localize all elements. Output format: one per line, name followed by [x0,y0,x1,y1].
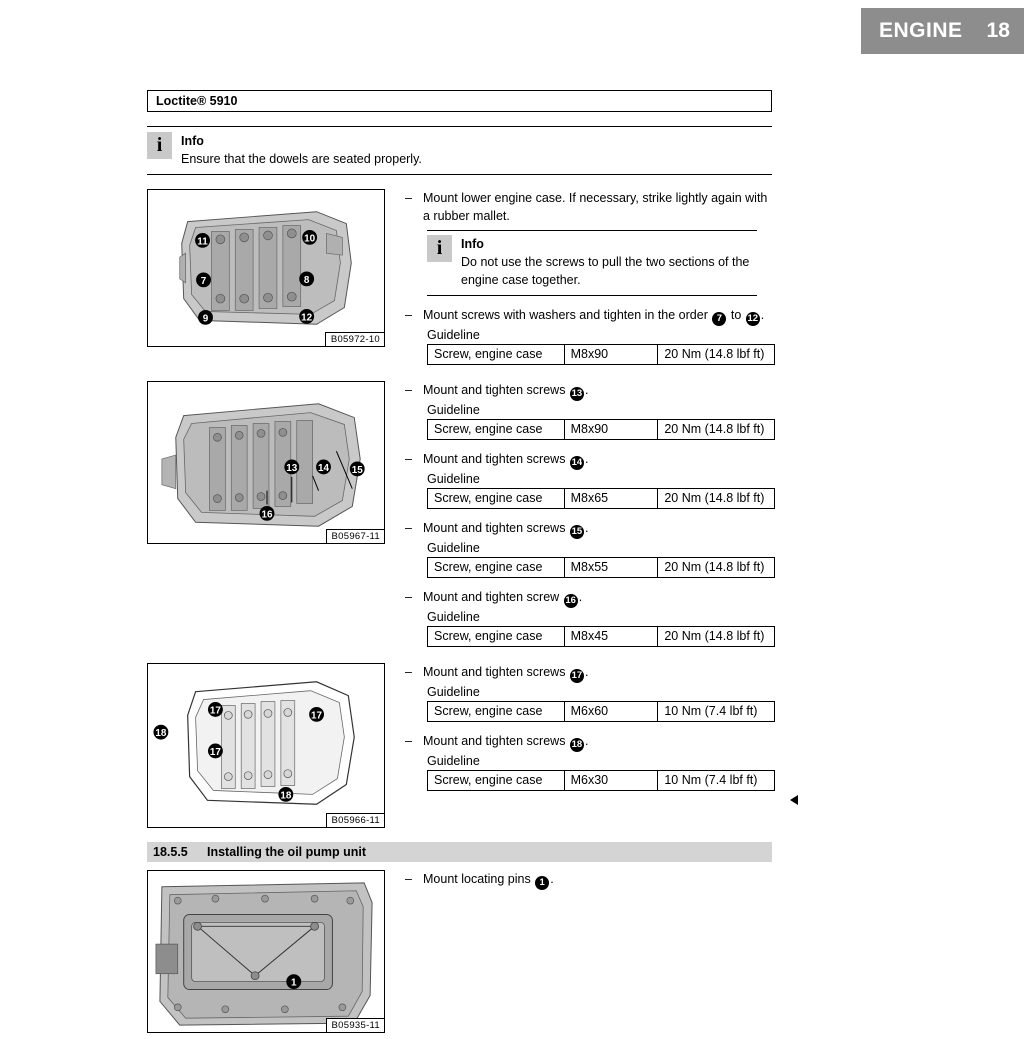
figure-engine-case-1 [147,189,385,347]
info-body [181,132,422,168]
guideline-table-7 [427,770,775,791]
svg-text:12: 12 [301,312,313,324]
svg-text:8: 8 [303,275,310,287]
step-text: Mount lower engine case. If necessary, strike lightly again with a rubber mallet. [423,191,768,224]
info-note-dowels [147,126,772,175]
svg-text:11: 11 [197,236,208,248]
guideline-table-5 [427,626,775,647]
cell-size: M6x30 [564,770,658,790]
section-number: 18.5.5 [153,844,188,859]
figure-step-row-4 [147,870,772,1033]
step-mount-screws-17 [405,663,775,683]
figure-engine-case-2 [147,381,385,544]
step-text-period: . [760,307,765,322]
table-row [428,701,775,721]
cell-size: M8x90 [564,344,658,364]
cell-torque: 20 Nm (14.8 lbf ft) [658,419,775,439]
step-text-part: Mount and tighten screws [423,382,566,397]
figure-step-row-3 [147,663,772,828]
info-icon: i [147,132,172,159]
step-text: Mount and tighten screw 16 . [423,589,583,606]
guideline-table-3 [427,488,775,509]
engine-case-illustration-3 [148,664,384,827]
callout-13 [284,459,299,474]
step-text: Mount and tighten screws 17 . [423,664,589,681]
guideline-label: Guideline [427,753,480,768]
cell-name: Screw, engine case [428,419,565,439]
callout-7-inline: 7 [712,312,726,326]
svg-text:7: 7 [200,276,207,288]
svg-text:17: 17 [209,705,221,717]
page-end-marker-wrap [405,795,775,807]
guideline-table-4 [427,557,775,578]
step-mount-screws-14 [405,450,775,470]
info-text: Ensure that the dowels are seated properly. [181,152,422,167]
engine-case-illustration-4 [148,871,384,1032]
step-text [423,306,775,326]
callout-16-inline: 16 [565,594,576,606]
step-text-part: Mount and tighten screws [423,664,566,679]
cell-name: Screw, engine case [428,770,565,790]
table-row [428,557,775,577]
info-text: Do not use the screws to pull the two sections of the engine case together. [461,254,750,287]
svg-text:16: 16 [261,509,273,521]
step-text-to: to [730,307,742,322]
step-text-part: Mount and tighten screws [423,451,566,466]
figure-caption: B05966-11 [326,813,384,827]
callout-15-inline: 15 [571,525,583,537]
step-text-part-a: Mount screws with washers and tighten in the order [423,307,708,322]
header-chapter-number: 18 [986,19,1010,42]
step-text: Mount and tighten screws 18 . [423,733,589,750]
guideline-label: Guideline [427,327,480,342]
svg-text:13: 13 [286,462,298,474]
cell-torque: 10 Nm (7.4 lbf ft) [658,770,775,790]
engine-case-illustration-2 [148,382,384,543]
step-dash: – [405,520,412,535]
cell-size: M8x90 [564,419,658,439]
section-title: Installing the oil pump unit [207,844,367,859]
cell-torque: 20 Nm (14.8 lbf ft) [658,557,775,577]
step-mount-lower-engine-case [405,189,775,225]
callout-1 [286,974,301,989]
guideline-table-6 [427,701,775,722]
svg-text:1: 1 [291,977,297,989]
page-content [147,90,772,1039]
table-row [428,344,775,364]
cell-torque: 10 Nm (7.4 lbf ft) [658,701,775,721]
guideline-label: Guideline [427,609,480,624]
page-header-tab [861,8,1024,54]
callout-14 [316,459,331,474]
svg-text:18: 18 [280,790,292,802]
table-row [428,626,775,646]
step-dash: – [405,451,412,466]
cell-size: M8x55 [564,557,658,577]
callout-18-inline: 18 [571,738,583,750]
cell-size: M6x60 [564,701,658,721]
table-row [428,488,775,508]
callout-17-c [208,743,223,758]
callout-17-inline: 17 [571,669,583,681]
step-dash: – [405,733,412,748]
guideline-label: Guideline [427,471,480,486]
callout-16 [260,506,275,521]
svg-text:15: 15 [351,464,363,476]
svg-text:17: 17 [311,710,323,722]
figure-caption: B05935-11 [326,1018,384,1032]
guideline-label: Guideline [427,402,480,417]
svg-text:10: 10 [304,233,316,245]
cell-name: Screw, engine case [428,344,565,364]
table-row [428,419,775,439]
step-dash: – [405,664,412,679]
svg-text:14: 14 [318,462,330,474]
callout-18-a [153,725,168,740]
engine-case-illustration-1 [148,190,384,346]
callout-13-inline: 13 [571,387,583,399]
cell-name: Screw, engine case [428,701,565,721]
step-dash: – [405,589,412,604]
step-mount-screws-order [405,306,775,326]
callout-11 [195,233,210,248]
step-text-part: Mount locating pins [423,871,531,886]
info-title: Info [181,134,204,148]
info-note-screws [427,230,757,296]
svg-text:17: 17 [209,746,221,758]
callout-7 [196,273,211,288]
info-title: Info [461,236,484,251]
cell-torque: 20 Nm (14.8 lbf ft) [658,626,775,646]
loctite-label: Loctite® 5910 [156,94,238,108]
guideline-table-1 [427,344,775,365]
cell-size: M8x65 [564,488,658,508]
step-mount-screw-16 [405,588,775,608]
step-dash: – [405,307,412,322]
step-mount-screws-18 [405,732,775,752]
figure-step-row-1 [147,189,772,375]
step-text: Mount and tighten screws 13 . [423,382,589,399]
figure-caption: B05967-11 [326,529,384,543]
loctite-box [147,90,772,112]
steps-group-3 [385,663,775,807]
info-body [461,235,757,289]
cell-name: Screw, engine case [428,626,565,646]
callout-15 [350,461,365,476]
callout-12 [299,309,314,324]
figure-step-row-2 [147,381,772,657]
table-row [428,770,775,790]
guideline-label: Guideline [427,684,480,699]
svg-text:9: 9 [202,313,209,325]
step-mount-screws-15 [405,519,775,539]
step-dash: – [405,871,412,886]
step-text: Mount and tighten screws 14 . [423,451,589,468]
callout-1-inline: 1 [535,876,549,890]
guideline-label: Guideline [427,540,480,555]
step-text-part: Mount and tighten screw [423,589,560,604]
callout-12-inline: 12 [747,312,759,324]
cell-name: Screw, engine case [428,557,565,577]
step-text: Mount locating pins 1 . [423,871,554,888]
step-dash: – [405,382,412,397]
svg-text:18: 18 [155,728,167,739]
steps-group-2 [385,381,775,657]
callout-10 [302,230,317,245]
cell-torque: 20 Nm (14.8 lbf ft) [658,488,775,508]
cell-torque: 20 Nm (14.8 lbf ft) [658,344,775,364]
figure-engine-case-3 [147,663,385,828]
step-text: Mount and tighten screws 15 . [423,520,589,537]
steps-group-4 [385,870,772,891]
callout-17-a [208,702,223,717]
figure-caption: B05972-10 [325,332,384,346]
callout-18-b [278,787,293,802]
step-mount-locating-pins [405,870,772,890]
steps-group-1 [385,189,775,375]
callout-14-inline: 14 [571,456,583,468]
callout-17-b [309,707,324,722]
guideline-table-2 [427,419,775,440]
step-mount-screws-13 [405,381,775,401]
cell-size: M8x45 [564,626,658,646]
step-text-part: Mount and tighten screws [423,733,566,748]
section-heading [147,842,772,862]
step-text-part: Mount and tighten screws [423,520,566,535]
figure-oil-pump-unit [147,870,385,1033]
info-icon: i [427,235,452,262]
cell-name: Screw, engine case [428,488,565,508]
callout-8 [299,272,314,287]
header-title: ENGINE [879,19,963,42]
callout-9 [198,310,213,325]
section-end-marker [790,795,798,805]
step-dash: – [405,191,412,206]
